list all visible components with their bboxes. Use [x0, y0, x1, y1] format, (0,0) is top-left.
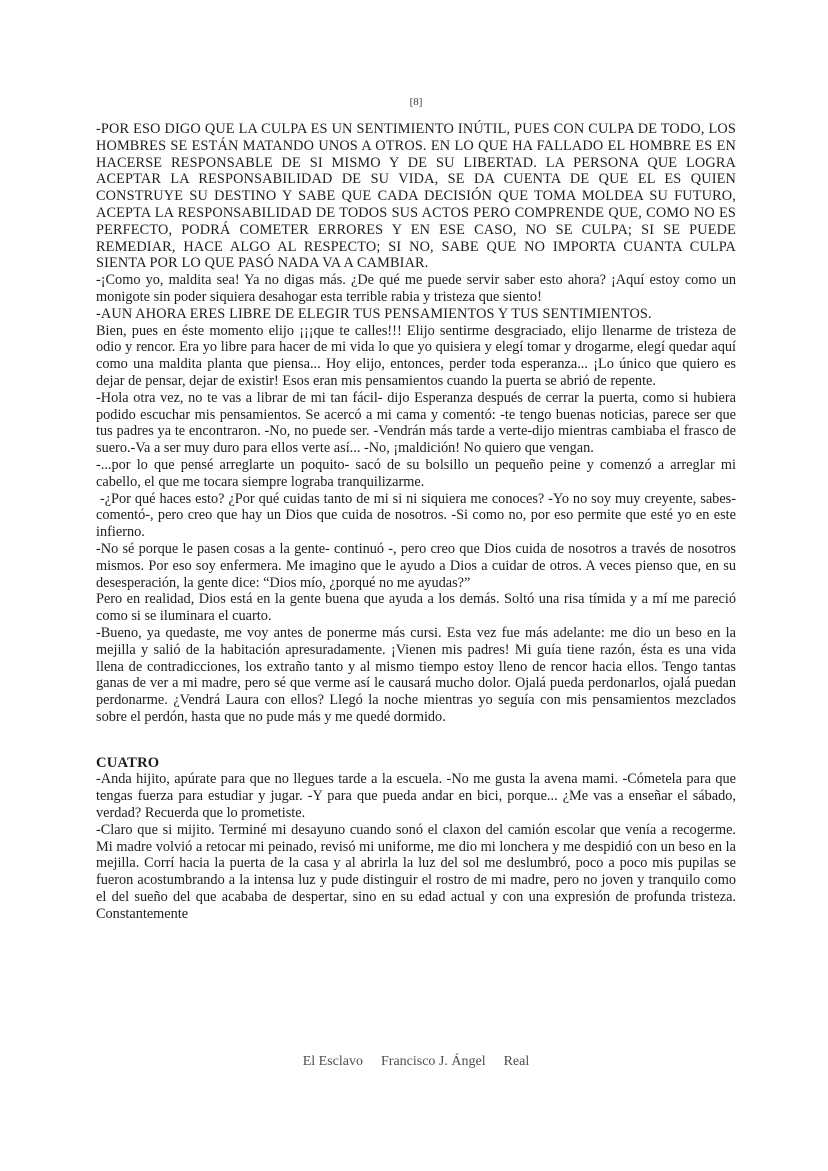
paragraph: -POR ESO DIGO QUE LA CULPA ES UN SENTIMIENTO INÚTIL, PUES CON CULPA DE TODO, LOS HOMBRES SE ESTÁN MATANDO UNOS A OTROS. EN LO QUE HA FALLADO EL HOMBRE ES EN HACERSE RESPONSABLE DE SI MISMO Y DE SU LIBERTAD. LA PERSONA QUE LOGRA ACEPTAR LA RESPONSABILIDAD DE SU VIDA, SE DA CUENTA DE QUE EL ES QUIEN CONSTRUYE SU DESTINO Y SABE QUE CADA DECISIÓN QUE TOMA MOLDEA SU FUTURO, ACEPTA LA RESPONSABILIDAD DE TODOS SUS ACTOS PERO COMPRENDE QUE, COMO NO ES PERFECTO, PODRÁ COMETER ERRORES Y EN ESE CASO, NO SE CULPA; SI SE PUEDE REMEDIAR, HACE ALGO AL RESPECTO; SI NO, SABE QUE NO IMPORTA CUANTA CULPA SIENTA POR LO QUE PASÓ NADA VA A CAMBIAR. — [96, 121, 736, 272]
paragraph: -Claro que si mijito. Terminé mi desayuno cuando sonó el claxon del camión escolar que venía a recogerme. Mi madre volvió a retocar mi peinado, revisó mi uniforme, me dio mi lonchera y me despidió con un beso en la mejilla. Corrí hacia la puerta de la casa y al abrirla la luz del sol me deslumbró, poco a poco mis pupilas se fueron acostumbrando a la intensa luz y pude distinguir el rostro de mi madre, pero no joven y tranquilo como el del sueño del que acababa de despertar, sino en su edad actual y con una expresión de profunda tristeza. Constantemente — [96, 821, 736, 922]
paragraph: Bien, pues en éste momento elijo ¡¡¡que te calles!!! Elijo sentirme desgraciado, elijo llenarme de tristeza de odio y rencor. Era yo libre para hacer de mi vida lo que yo quisiera y elegí tomar y drogarme, elegí quedar aquí como una maldita planta que piensa... Hoy elijo, entonces, perder toda esperanza... ¡Lo único que quiero es dejar de pensar, dejar de existir! Esos eran mis pensamientos cuando la puerta se abrió de repente. — [96, 322, 736, 389]
section-heading: CUATRO — [96, 754, 160, 771]
footer-author-first: Francisco J. Ángel — [381, 1054, 486, 1069]
page-number: [8] — [409, 96, 423, 108]
paragraph: -Bueno, ya quedaste, me voy antes de ponerme más cursi. Esta vez fue más adelante: me dio un beso en la mejilla y salió de la habitación apresuradamente. ¡Vienen mis padres! Mi guía tiene razón, ésta es una vida llena de contradicciones, los extraño tanto y al mismo tiempo estoy lleno de rencor hacia ellos. Tengo tantas ganas de ver a mi madre, pero sé que verme así le causará mucho dolor. Ojalá pueda perdonarlos, ojalá puedan perdonarme. ¿Vendrá Laura con ellos? Llegó la noche mientras yo seguía con mis pensamientos mezclados sobre el perdón, hasta que no pude más y me quedé dormido. — [96, 624, 736, 725]
page-body — [96, 121, 736, 923]
paragraph: -¿Por qué haces esto? ¿Por qué cuidas tanto de mi si ni siquiera me conoces? -Yo no soy muy creyente, sabes- comentó-, pero creo que hay un Dios que cuida de nosotros. -Si como no, por eso permite que esté yo en este infierno. — [96, 490, 736, 541]
paragraph: Pero en realidad, Dios está en la gente buena que ayuda a los demás. Soltó una risa tímida y a mí me pareció como si se iluminara el cuarto. — [96, 591, 736, 625]
page-footer — [96, 1054, 736, 1070]
paragraph: -...por lo que pensé arreglarte un poquito- sacó de su bolsillo un pequeño peine y comenzó a arreglar mi cabello, el que me tocara siempre lograba tranquilizarme. — [96, 456, 736, 490]
paragraph: -Anda hijito, apúrate para que no llegues tarde a la escuela. -No me gusta la avena mami. -Cómetela para que tengas fuerza para estudiar y jugar. -Y para que pueda andar en bici, porque... ¿Me vas a enseñar el sábado, verdad? Recuerda que lo prometiste. — [96, 771, 736, 822]
paragraph: -¡Como yo, maldita sea! Ya no digas más. ¿De qué me puede servir saber esto ahora? ¡Aquí estoy como un monigote sin poder siquiera desahogar esta terrible rabia y tristeza que siento! — [96, 272, 736, 305]
paragraph: -No sé porque le pasen cosas a la gente- continuó -, pero creo que Dios cuida de nosotros a través de nosotros mismos. Por eso soy enfermera. Me imagino que le ayudo a Dios a cuidar de otros. A veces pienso que, en su desesperación, la gente dice: “Dios mío, ¿porqué no me ayudas?” — [96, 540, 736, 591]
paragraph: -AUN AHORA ERES LIBRE DE ELEGIR TUS PENSAMIENTOS Y TUS SENTIMIENTOS. — [96, 305, 652, 322]
footer-author-last: Real — [503, 1054, 530, 1069]
paragraph: -Hola otra vez, no te vas a librar de mi tan fácil- dijo Esperanza después de cerrar la puerta, como si hubiera podido escuchar mis pensamientos. Se acercó a mi cama y comentó: -te tengo buenas noticias, parece ser que tus padres ya te encontraron. -No, no puede ser. -Vendrán más tarde a verte-dijo mientras cambiaba el frasco de suero.-Va a ser muy duro para ellos verte así... -No, ¡maldición! No quiero que vengan. — [96, 389, 736, 457]
footer-book-title: El Esclavo — [302, 1054, 363, 1069]
